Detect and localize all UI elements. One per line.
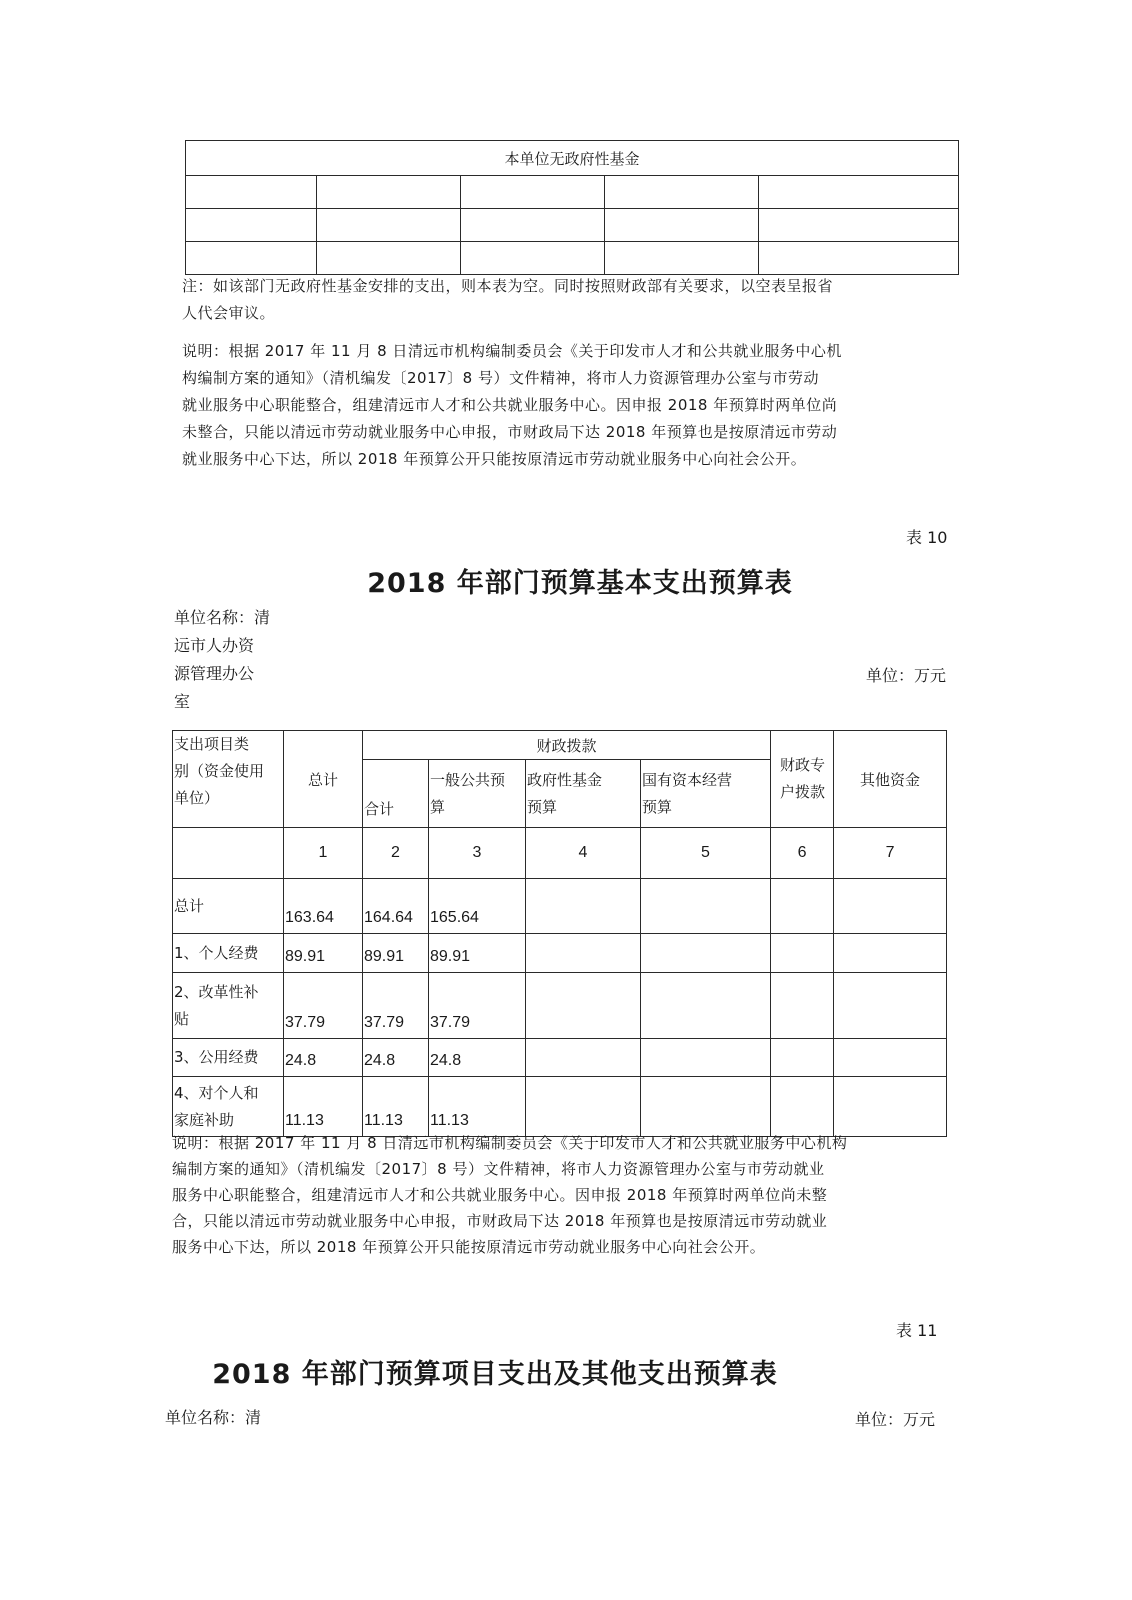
table-row bbox=[173, 879, 947, 934]
row-total-value: 24.8 bbox=[284, 1039, 363, 1077]
header-subtotal: 合计 bbox=[363, 760, 429, 828]
col-number: 2 bbox=[363, 828, 429, 879]
header-state-capital-budget: 国有资本经营 预算 bbox=[641, 760, 771, 828]
row-general-value: 89.91 bbox=[429, 934, 526, 973]
table-11-unit: 单位：万元 bbox=[855, 1410, 936, 1429]
row-general-value: 24.8 bbox=[429, 1039, 526, 1077]
column-number-row bbox=[173, 828, 947, 879]
col-number: 7 bbox=[834, 828, 947, 879]
row-total-value: 89.91 bbox=[284, 934, 363, 973]
row-general-value: 37.79 bbox=[429, 973, 526, 1039]
col-number: 6 bbox=[771, 828, 834, 879]
table-row bbox=[186, 242, 959, 275]
explanation-paragraph-1: 说明：根据 2017 年 11 月 8 日清远市机构编制委员会《关于印发市人才和公共就业服务中心机 构编制方案的通知》（清机编发〔2017〕8 号）文件精神，将市人力资源管理办公室与市劳动 就业服务中心职能整合，组建清远市人才和公共就业服务中心。因申报 2018 年预算时两单位尚 未整合，只能以清远市劳动就业服务中心申报，市财政局下达 2018 年预算也是按原清远市劳动 就业服务中心下达，所以 2018 年预算公开只能按原清远市劳动就业服务中心向社会公开。 bbox=[182, 342, 842, 468]
gov-fund-table-header: 本单位无政府性基金 bbox=[186, 141, 959, 176]
header-other-funds: 其他资金 bbox=[834, 731, 947, 828]
row-general-value: 11.13 bbox=[429, 1077, 526, 1137]
header-general-budget: 一般公共预 算 bbox=[429, 760, 526, 828]
row-total-value: 11.13 bbox=[284, 1077, 363, 1137]
row-general-value: 165.64 bbox=[429, 879, 526, 934]
row-subtotal-value: 164.64 bbox=[363, 879, 429, 934]
col-number: 4 bbox=[526, 828, 641, 879]
table-row bbox=[186, 176, 959, 209]
row-label: 1、个人经费 bbox=[173, 934, 284, 973]
col-number: 1 bbox=[284, 828, 363, 879]
table-11-number: 表 11 bbox=[896, 1321, 938, 1340]
table-10-unit-name: 单位名称：清 远市人办资 源管理办公 室 bbox=[174, 608, 271, 711]
row-subtotal-value: 37.79 bbox=[363, 973, 429, 1039]
row-total-value: 37.79 bbox=[284, 973, 363, 1039]
explanation-paragraph-2: 说明：根据 2017 年 11 月 8 日清远市机构编制委员会《关于印发市人才和公共就业服务中心机构 编制方案的通知》（清机编发〔2017〕8 号）文件精神，将市人力资源管理办公室与市劳动就业 服务中心职能整合，组建清远市人才和公共就业服务中心。因申报 2018 年预算时两单位尚未整 合，只能以清远市劳动就业服务中心申报，市财政局下达 2018 年预算也是按原清远市劳动就业 服务中心下达，所以 2018 年预算公开只能按原清远市劳动就业服务中心向社会公开。 bbox=[172, 1134, 848, 1256]
gov-fund-table bbox=[185, 140, 959, 275]
row-total-value: 163.64 bbox=[284, 879, 363, 934]
table-10-number: 表 10 bbox=[906, 528, 948, 547]
row-label: 2、改革性补 贴 bbox=[173, 973, 284, 1039]
table-row bbox=[173, 934, 947, 973]
table-10-unit: 单位：万元 bbox=[866, 666, 947, 685]
row-subtotal-value: 24.8 bbox=[363, 1039, 429, 1077]
header-gov-fund-budget: 政府性基金 预算 bbox=[526, 760, 641, 828]
table-row bbox=[186, 209, 959, 242]
table9-note: 注：如该部门无政府性基金安排的支出，则本表为空。同时按照财政部有关要求，以空表呈报省 人代会审议。 bbox=[182, 277, 834, 322]
table-11-title: 2018 年部门预算项目支出及其他支出预算表 bbox=[212, 1359, 778, 1390]
row-label: 总计 bbox=[173, 879, 284, 934]
table-row bbox=[173, 973, 947, 1039]
row-subtotal-value: 11.13 bbox=[363, 1077, 429, 1137]
header-category: 支出项目类 别（资金使用 单位） bbox=[173, 731, 284, 828]
row-subtotal-value: 89.91 bbox=[363, 934, 429, 973]
col-number: 3 bbox=[429, 828, 526, 879]
basic-expenditure-table bbox=[172, 730, 947, 1137]
table-row bbox=[173, 1039, 947, 1077]
table-10-title: 2018 年部门预算基本支出预算表 bbox=[367, 568, 793, 599]
row-label: 3、公用经费 bbox=[173, 1039, 284, 1077]
header-total: 总计 bbox=[284, 731, 363, 828]
header-special-allocation: 财政专 户拨款 bbox=[771, 731, 834, 828]
col-number: 5 bbox=[641, 828, 771, 879]
row-label: 4、对个人和 家庭补助 bbox=[173, 1077, 284, 1137]
table-row bbox=[173, 1077, 947, 1137]
header-fiscal-allocation: 财政拨款 bbox=[363, 731, 771, 760]
table-11-unit-name: 单位名称：清 bbox=[165, 1408, 262, 1427]
